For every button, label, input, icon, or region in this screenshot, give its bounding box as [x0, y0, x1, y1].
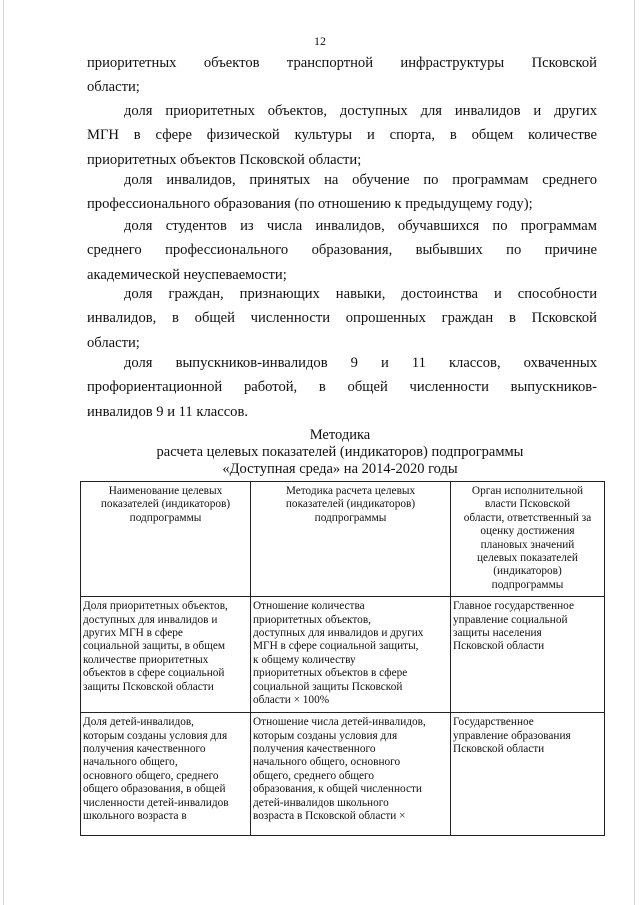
cell-indicator-name [81, 713, 251, 836]
cell-text-line: объектов в сфере социальной [83, 667, 225, 680]
cell-text-line: Главное государственное [453, 600, 574, 613]
title-line: Методика [309, 427, 371, 443]
text-line: приоритетных объектов Псковской области; [87, 151, 362, 168]
paragraph-students-dropout [87, 214, 597, 287]
cell-text-line: Отношение числа детей-инвалидов, [253, 716, 426, 729]
cell-text-line: МГН в сфере социальной защиты, [253, 640, 419, 653]
cell-text-line: управление образования [453, 729, 571, 742]
cell-text-line: начального общего, основного [253, 756, 401, 769]
page-number: 12 [314, 34, 326, 48]
cell-text-line: Методика расчета целевых [285, 485, 416, 497]
cell-responsible-body [451, 597, 605, 713]
header-indicator-name [81, 482, 251, 597]
text-line: профессионального образования (по отношению к предыдущему году); [87, 196, 533, 213]
cell-text-line: которым созданы условия для [253, 729, 398, 742]
cell-text-line: начального общего, [83, 756, 178, 769]
cell-text-line: защиты населения [453, 627, 542, 640]
text-line: среднего профессионального образования, выбывших по причине [87, 242, 597, 259]
right-scan-edge [634, 0, 635, 905]
cell-text-line: образования, к общей численности [253, 783, 422, 796]
cell-text-line: к общему количеству [253, 653, 356, 666]
cell-text-line: области, ответственный за [463, 511, 592, 524]
cell-text-line: возраста в Псковской области × [253, 810, 406, 823]
cell-text-line: получения качественного [253, 743, 376, 756]
left-scan-edge [3, 0, 4, 905]
title-line: «Доступная среда» на 2014-2020 годы [222, 461, 458, 477]
cell-text-line: детей-инвалидов школьного [253, 796, 389, 809]
text-line: доля приоритетных объектов, доступных для инвалидов и других [124, 103, 597, 119]
paragraph-transport [87, 51, 597, 100]
cell-text-line: общего, среднего общего [253, 769, 375, 782]
cell-text-line: общего образования, в общей [83, 783, 226, 796]
text-line: доля студентов из числа инвалидов, обучавшихся по программам [124, 218, 597, 234]
text-line: инвалидов, в общей численности опрошенных граждан в Псковской [87, 310, 597, 327]
paragraph-sport [87, 99, 597, 172]
cell-text-line: других МГН в сфере [83, 627, 183, 640]
text-line: инвалидов 9 и 11 классов. [87, 403, 249, 420]
table-row [81, 597, 605, 713]
cell-text-line: социальной защиты, в общем [83, 640, 226, 653]
cell-text-line: Государственное [453, 716, 534, 729]
cell-text-line: численности детей-инвалидов [83, 796, 229, 809]
header-calculation-method [251, 482, 451, 597]
title-line: расчета целевых показателей (индикаторов) подпрограммы [156, 444, 524, 460]
cell-responsible-body [451, 713, 605, 836]
cell-text-line: школьного возраста в [83, 810, 187, 823]
cell-text-line: Псковской области [453, 743, 545, 756]
text-line: приоритетных объектов транспортной инфраструктуры Псковской [87, 55, 597, 71]
cell-text-line: управление социальной [453, 613, 568, 626]
text-line: доля граждан, признающих навыки, достоинства и способности [124, 286, 597, 302]
cell-text-line: приоритетных объектов в сфере [253, 667, 408, 680]
cell-text-line: доступных для инвалидов и других [253, 627, 424, 640]
cell-text-line: показателей (индикаторов) [285, 498, 416, 511]
cell-text-line: (индикаторов) [493, 565, 562, 578]
text-line: области; [87, 334, 140, 351]
text-line: области; [87, 79, 140, 96]
cell-text-line: доступных для инвалидов и [83, 613, 218, 626]
paragraph-citizens-survey [87, 282, 597, 355]
cell-text-line: Доля детей-инвалидов, [83, 716, 195, 729]
cell-text-line: социальной защиты Псковской [253, 680, 403, 693]
cell-text-line: основного общего, среднего [83, 769, 219, 782]
text-line: доля выпускников-инвалидов 9 и 11 классов, охваченных [124, 355, 597, 371]
cell-text-line: области × 100% [253, 694, 330, 707]
cell-text-line: Доля приоритетных объектов, [83, 600, 228, 613]
header-responsible-body [451, 482, 605, 597]
cell-calculation-method [251, 597, 451, 713]
paragraph-graduates [87, 351, 597, 424]
cell-text-line: количестве приоритетных [83, 653, 209, 666]
cell-text-line: Псковской области [453, 640, 545, 653]
text-line: академической неуспеваемости; [87, 266, 287, 283]
cell-indicator-name [81, 597, 251, 713]
cell-text-line: оценку достижения [480, 525, 575, 538]
cell-text-line: подпрограммы [129, 511, 202, 524]
methodology-title [80, 427, 600, 478]
table-header-row [81, 482, 605, 597]
cell-text-line: получения качественного [83, 743, 206, 756]
paragraph-education-admission [87, 168, 597, 217]
indicators-table [80, 481, 605, 836]
cell-text-line: которым созданы условия для [83, 729, 228, 742]
text-line: доля инвалидов, принятых на обучение по программам среднего [124, 172, 597, 188]
table-row [81, 713, 605, 836]
text-line: профориентационной работой, в общей численности выпускников- [87, 379, 597, 396]
cell-text-line: Отношение количества [253, 600, 365, 613]
cell-calculation-method [251, 713, 451, 836]
cell-text-line: власти Псковской [484, 498, 571, 511]
cell-text-line: приоритетных объектов, [253, 613, 371, 626]
cell-text-line: защиты Псковской области [83, 680, 214, 693]
cell-text-line: показателей (индикаторов) [100, 498, 231, 511]
cell-text-line: плановых значений [480, 538, 575, 551]
text-line: МГН в сфере физической культуры и спорта, в общем количестве [87, 127, 597, 144]
cell-text-line: Наименование целевых [108, 485, 223, 497]
cell-text-line: подпрограммы [491, 578, 564, 591]
cell-text-line: целевых показателей [477, 552, 578, 565]
cell-text-line: подпрограммы [314, 511, 387, 524]
cell-text-line: Орган исполнительной [471, 485, 584, 497]
